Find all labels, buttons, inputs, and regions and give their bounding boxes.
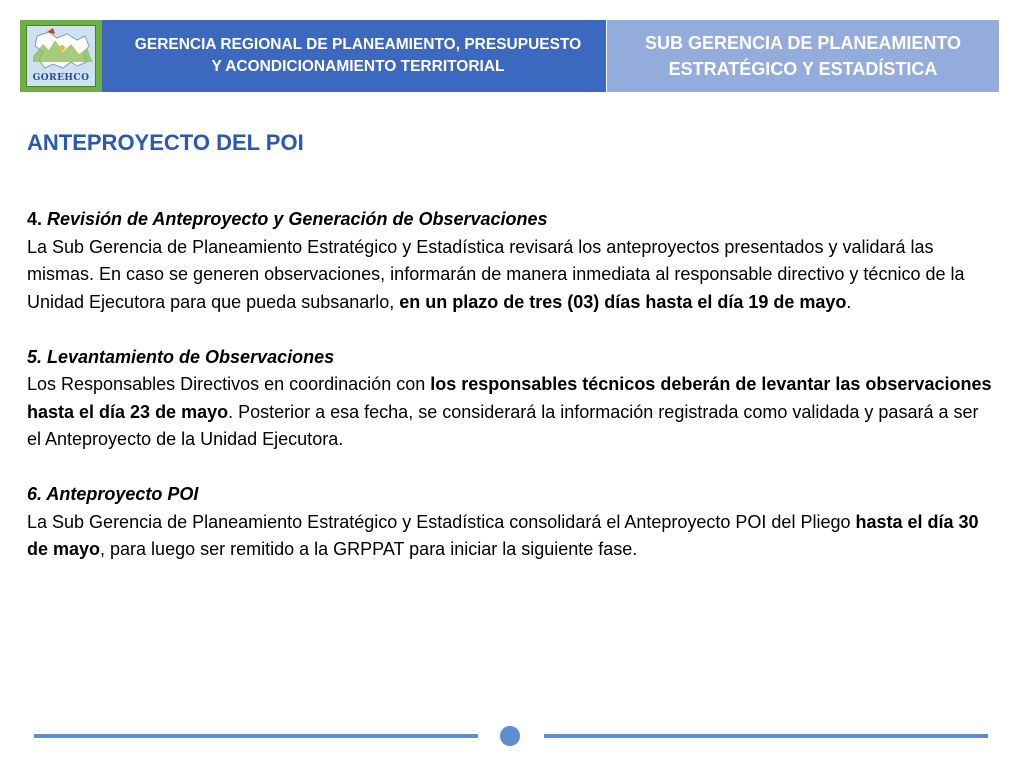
footer-divider-left <box>34 734 478 738</box>
header-subdepartment-line2: ESTRATÉGICO Y ESTADÍSTICA <box>668 59 938 79</box>
header-department-line1: GERENCIA REGIONAL DE PLANEAMIENTO, PRESUPUESTO <box>134 36 582 53</box>
logo-text: GOREHCO <box>32 73 90 83</box>
section-5-text-bold: los responsables técnicos deberán de levantar las observaciones hasta el día 23 de mayo <box>27 374 992 422</box>
section-4-text-plain: La Sub Gerencia de Planeamiento Estratégico y Estadística revisará los anteproyectos presentados y validará las mismas. En caso se generen observaciones, informarán de manera inmediata al responsable directivo y técnico de la Unidad Ejecutora para que pueda subsanarlo, <box>27 236 965 312</box>
page-title: ANTEPROYECTO DEL POI <box>27 130 304 155</box>
section-4-text-end: . <box>846 291 852 312</box>
content-body <box>27 206 997 564</box>
section-6-text <box>27 509 997 564</box>
header-department-line2: Y ACONDICIONAMIENTO TERRITORIAL <box>211 58 505 75</box>
section-6-text-plain: La Sub Gerencia de Planeamiento Estratégico y Estadística consolidará el Anteproyecto POI del Pliego <box>27 511 856 532</box>
section-5-heading: 5. Levantamiento de Observaciones <box>27 346 335 367</box>
section-4-text-bold: en un plazo de tres (03) días hasta el día 19 de mayo <box>399 291 847 312</box>
header-banner <box>20 20 999 92</box>
section-4-heading <box>27 206 997 234</box>
section-4-number: 4. <box>27 209 43 229</box>
header-subdepartment-line1: SUB GERENCIA DE PLANEAMIENTO <box>644 33 962 53</box>
section-6-text-end: , para luego ser remitido a la GRPPAT para iniciar la siguiente fase. <box>100 539 638 559</box>
logo <box>20 20 102 92</box>
section-5-text-end: . Posterior a esa fecha, se considerará la información registrada como validada y pasará a ser el Anteproyecto de la Unidad Ejecutora. <box>27 401 979 449</box>
section-6-heading: 6. Anteproyecto POI <box>27 484 199 504</box>
section-5-text-plain: Los Responsables Directivos en coordinación con <box>27 374 431 394</box>
logo-emblem <box>26 25 96 87</box>
footer-dot-icon <box>500 726 520 746</box>
section-4-title: Revisión de Anteproyecto y Generación de Observaciones <box>47 209 548 229</box>
footer-divider-right <box>544 734 988 738</box>
section-6-text-bold: hasta el día 30 de mayo <box>27 511 979 559</box>
header-subdepartment <box>606 20 999 92</box>
section-5-text <box>27 371 997 454</box>
section-4-text <box>27 234 997 317</box>
header-department <box>102 20 606 92</box>
